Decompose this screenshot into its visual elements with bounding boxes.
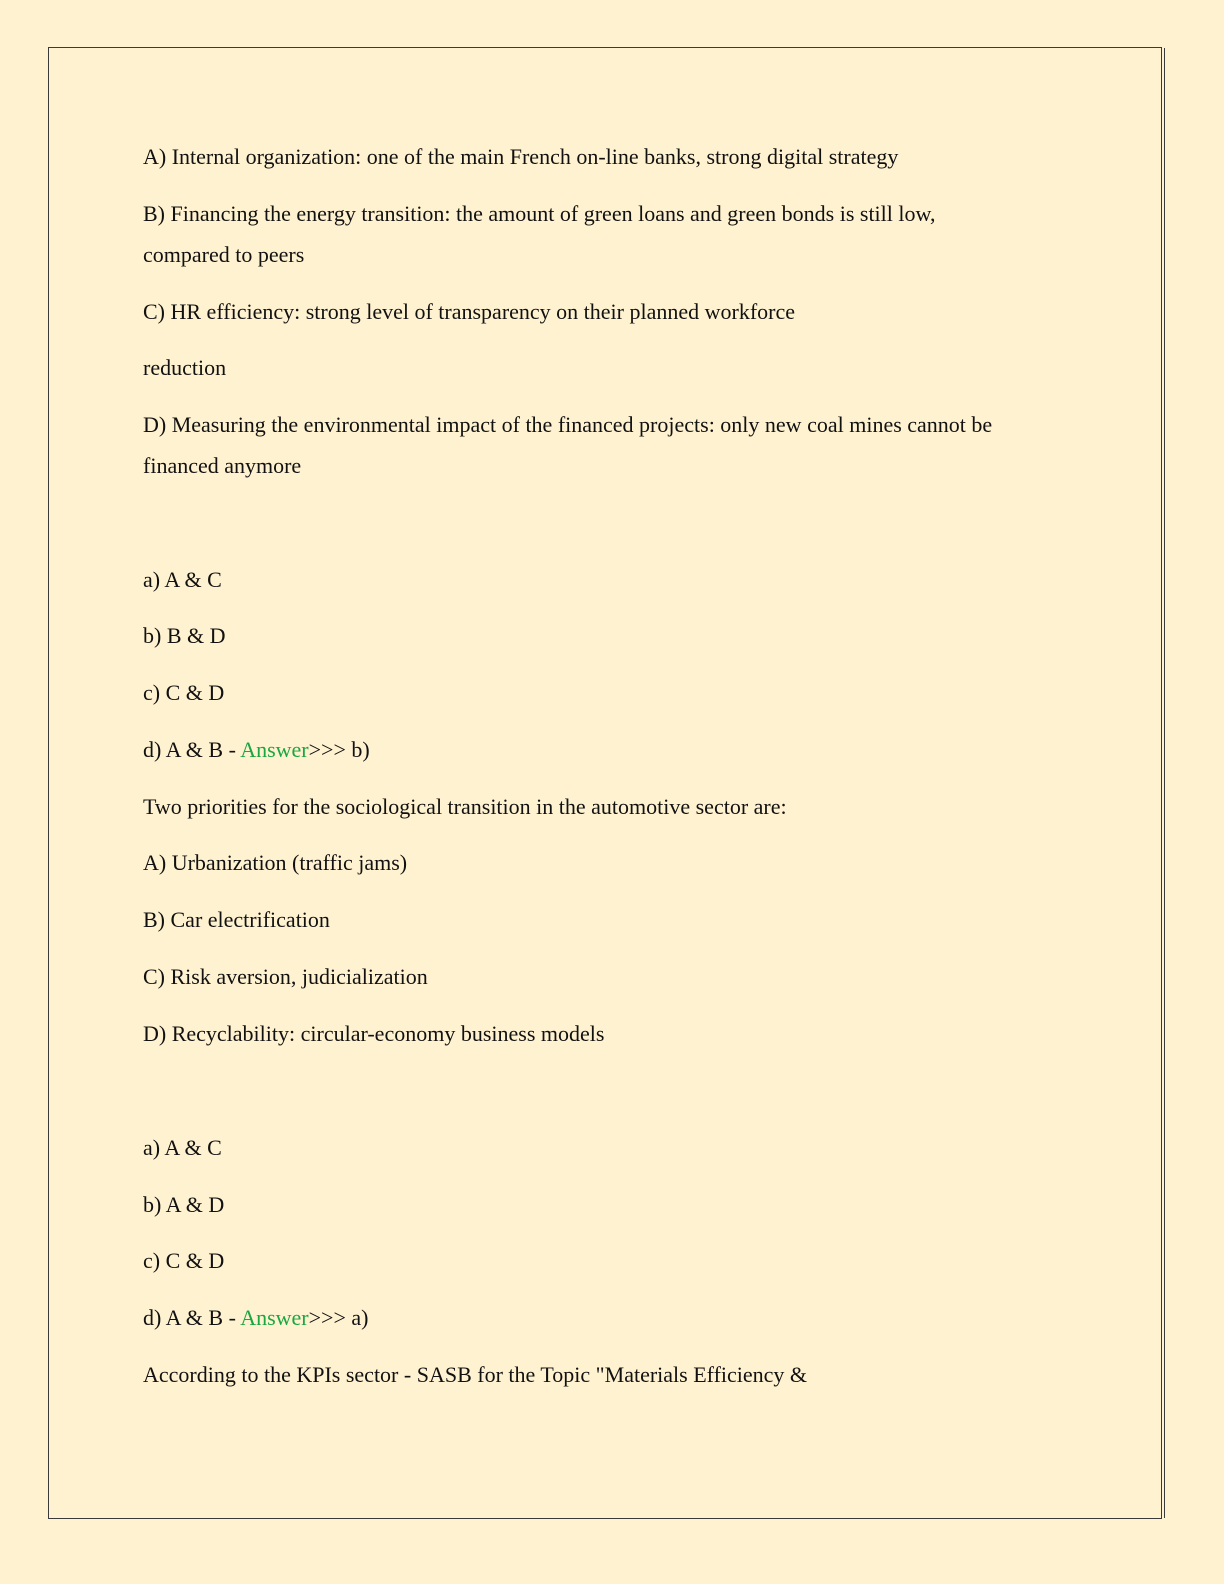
q2-option-a: a) A & C [143,1135,222,1160]
q1-answer-value: >>> b) [308,737,370,762]
q2-option-d-text: d) A & B - [143,1305,241,1330]
q1-statement-d: D) Measuring the environmental impact of the financed projects: only new coal mines cannot be [143,412,993,437]
q2-statement-c: C) Risk aversion, judicialization [143,964,428,989]
q1-option-a: a) A & C [143,567,222,592]
q1-statement-a: A) Internal organization: one of the main French on-line banks, strong digital strategy [143,144,899,169]
q2-option-d [143,1304,368,1332]
q1-statement-b-continued: compared to peers [143,242,305,267]
q3-prompt: According to the KPIs sector - SASB for the Topic "Materials Efficiency & [143,1362,808,1387]
q1-statement-d-continued: financed anymore [143,453,302,478]
q2-answer-label: Answer [240,1305,309,1330]
q1-statement-c-continued: reduction [143,355,227,380]
q2-answer-value: >>> a) [308,1305,369,1330]
q1-answer-label: Answer [240,737,309,762]
q2-option-c: c) C & D [143,1248,225,1273]
q2-statement-b: B) Car electrification [143,907,330,932]
q1-option-c: c) C & D [143,680,225,705]
q2-statement-d: D) Recyclability: circular-economy business models [143,1021,605,1046]
q2-statement-a: A) Urbanization (traffic jams) [143,850,408,875]
q1-statement-b: B) Financing the energy transition: the amount of green loans and green bonds is still low, [143,201,936,226]
q1-option-d [143,736,370,764]
q1-option-b: b) B & D [143,623,226,648]
q1-statement-c: C) HR efficiency: strong level of transparency on their planned workforce [143,299,796,324]
q1-option-d-text: d) A & B - [143,737,241,762]
q2-option-b: b) A & D [143,1192,225,1217]
q2-prompt: Two priorities for the sociological transition in the automotive sector are: [143,794,787,819]
